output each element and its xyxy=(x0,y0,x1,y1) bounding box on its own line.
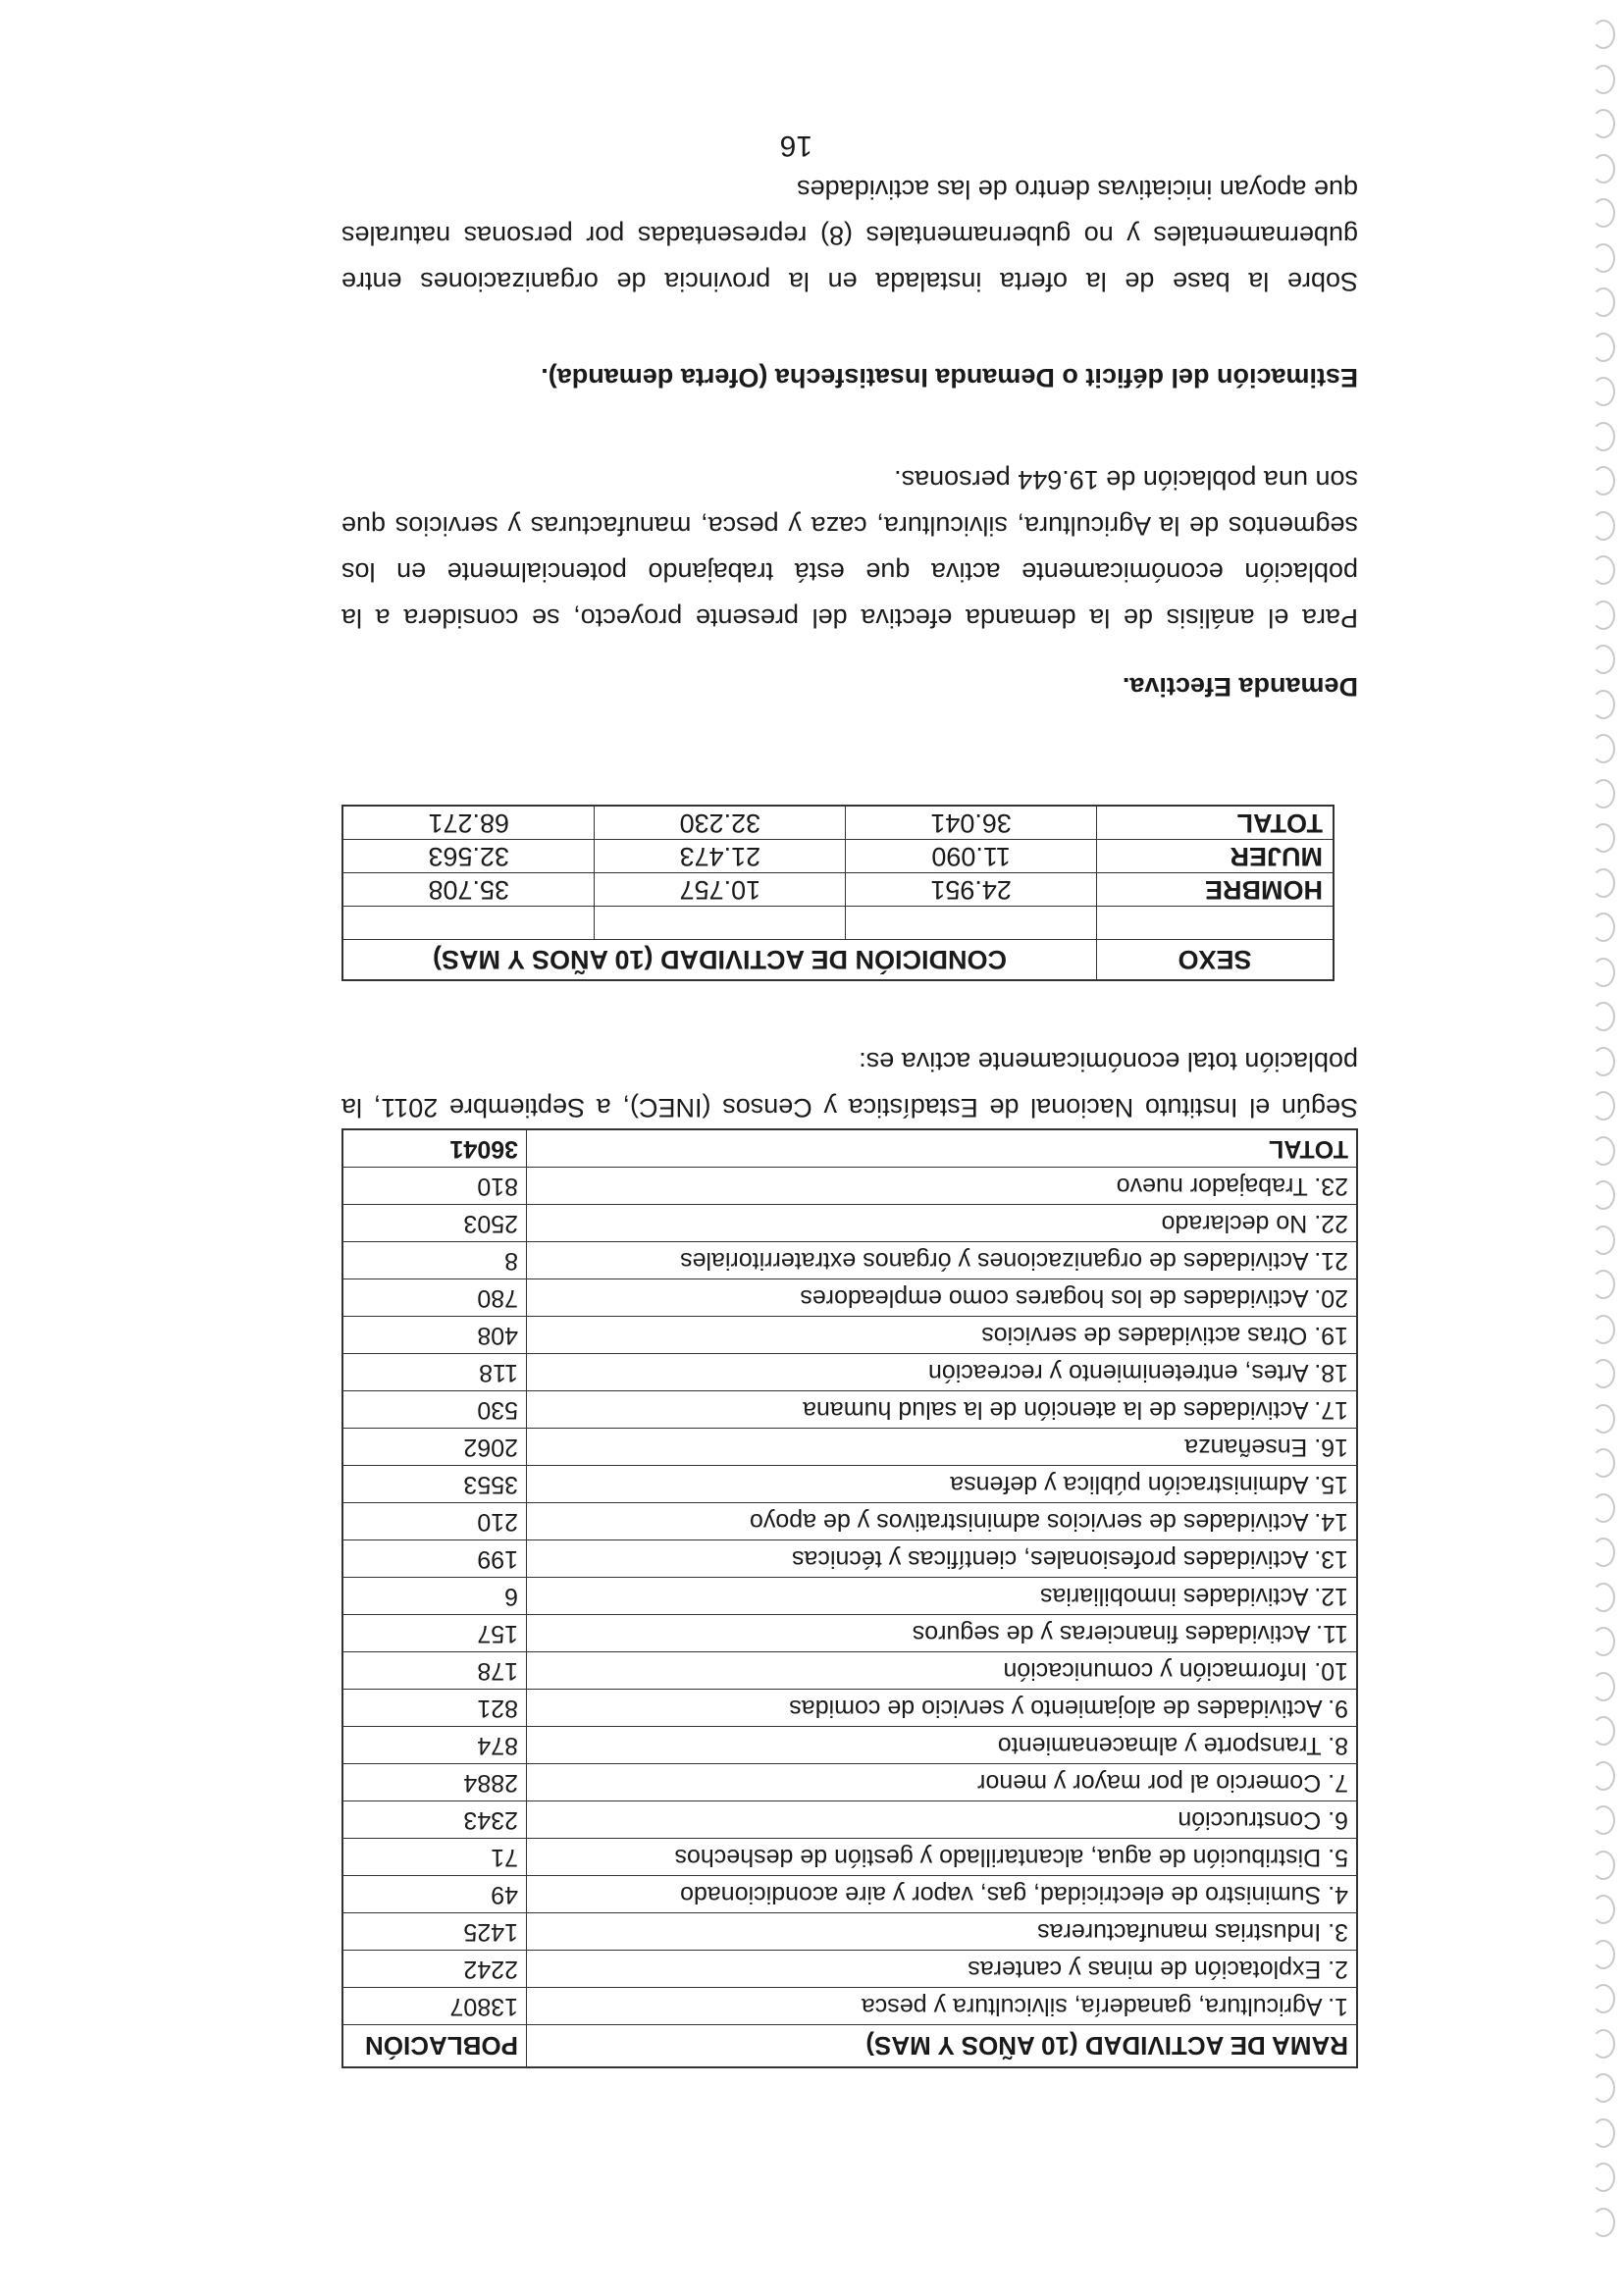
poblacion-cell: 530 xyxy=(342,1391,527,1429)
binding-ring xyxy=(1592,154,1615,183)
rama-cell: 7. Comercio al por mayor y menor xyxy=(527,1764,1358,1801)
table-row xyxy=(342,1913,1357,1951)
sexo-value-cell: 35.708 xyxy=(342,873,595,907)
binding-ring xyxy=(1592,333,1615,362)
total-row xyxy=(342,1129,1357,1168)
binding-ring xyxy=(1592,958,1615,987)
binding-ring xyxy=(1592,600,1615,630)
table-row xyxy=(342,873,1334,907)
demanda-efectiva-paragraph: Para el análisis de la demanda efectiva del presente proyecto, se considera a la población económicamente activa que está trabajando potencialmente en los segmentos de la Agricultura, silvicultura, caza y pesca, manufacturas y servicios que son una población de 19.644 personas. xyxy=(341,465,1358,633)
binding-ring xyxy=(1592,110,1615,139)
rama-cell: 13. Actividades profesionales, científicas y técnicas xyxy=(527,1540,1358,1578)
binding-ring xyxy=(1592,1271,1615,1300)
poblacion-cell: 199 xyxy=(342,1540,527,1578)
binding-ring xyxy=(1592,1628,1615,1657)
binding-ring xyxy=(1592,735,1615,764)
binding-ring xyxy=(1592,2164,1615,2193)
table-row xyxy=(342,1354,1357,1391)
table-row xyxy=(342,1205,1357,1242)
rama-cell: 22. No declarado xyxy=(527,1205,1358,1242)
table-header-row xyxy=(342,940,1334,981)
poblacion-cell: 13807 xyxy=(342,1988,527,2025)
poblacion-cell: 780 xyxy=(342,1279,527,1317)
rama-cell: 8. Transporte y almacenamiento xyxy=(527,1727,1358,1764)
rama-table-body xyxy=(342,1129,1357,2025)
table-row xyxy=(342,1690,1357,1727)
sexo-value-cell: 32.563 xyxy=(342,840,595,873)
binding-ring xyxy=(1592,646,1615,675)
binding-ring xyxy=(1592,2118,1615,2148)
binding-ring xyxy=(1592,1896,1615,1925)
table-row xyxy=(342,1652,1357,1690)
poblacion-cell: 1425 xyxy=(342,1913,527,1951)
poblacion-cell: 2242 xyxy=(342,1951,527,1988)
sexo-label-cell: MUJER xyxy=(1097,840,1335,873)
rama-cell: 16. Enseñanza xyxy=(527,1429,1358,1466)
poblacion-cell: 2343 xyxy=(342,1801,527,1839)
binding-ring xyxy=(1592,1806,1615,1836)
page-number: 16 xyxy=(779,130,812,162)
poblacion-cell: 821 xyxy=(342,1690,527,1727)
binding-ring xyxy=(1592,1092,1615,1122)
rama-cell: 5. Distribución de agua, alcantarillado y gestión de deshechos xyxy=(527,1839,1358,1876)
total-value: 36041 xyxy=(342,1129,527,1168)
rama-cell: 18. Artes, entretenimiento y recreación xyxy=(527,1354,1358,1391)
binding-ring xyxy=(1592,868,1615,898)
poblacion-cell: 49 xyxy=(342,1876,527,1913)
poblacion-cell: 71 xyxy=(342,1839,527,1876)
binding-ring xyxy=(1592,1360,1615,1389)
binding-ring xyxy=(1592,1583,1615,1612)
binding-ring xyxy=(1592,779,1615,809)
table-row xyxy=(342,1727,1357,1764)
binding-ring xyxy=(1592,21,1615,50)
poblacion-cell: 118 xyxy=(342,1354,527,1391)
rama-cell: 20. Actividades de los hogares como empleadores xyxy=(527,1279,1358,1317)
binding-ring xyxy=(1592,1449,1615,1479)
sexo-value-cell: 21.473 xyxy=(595,840,846,873)
table-row xyxy=(342,1168,1357,1205)
rama-cell: 2. Explotación de minas y canteras xyxy=(527,1951,1358,1988)
rama-cell: 15. Administración pública y defensa xyxy=(527,1466,1358,1503)
table-row xyxy=(342,1839,1357,1876)
poblacion-cell: 874 xyxy=(342,1727,527,1764)
deficit-paragraph: Sobre la base de la oferta instalada en la provincia de organizaciones entre gubernamentales y no gubernamentales (8) representadas por personas naturales que apoyan iniciativas dentro de las actividades xyxy=(341,175,1358,296)
sexo-value-cell: 10.757 xyxy=(595,873,846,907)
binding-ring xyxy=(1592,1136,1615,1166)
table-row xyxy=(342,1801,1357,1839)
table-row xyxy=(342,1615,1357,1652)
binding-ring xyxy=(1592,2208,1615,2237)
rama-cell: 6. Construcción xyxy=(527,1801,1358,1839)
poblacion-cell: 178 xyxy=(342,1652,527,1690)
binding-ring xyxy=(1592,1539,1615,1568)
binding-ring xyxy=(1592,467,1615,496)
sexo-table-body xyxy=(342,806,1334,907)
rama-cell: 23. Trabajador nuevo xyxy=(527,1168,1358,1205)
binding-ring xyxy=(1592,199,1615,229)
binding-ring xyxy=(1592,1047,1615,1076)
binding-ring xyxy=(1592,556,1615,586)
table-row xyxy=(342,806,1334,840)
deficit-heading: Estimación del déficit o Demanda Insatisfecha (Oferta demanda). xyxy=(541,363,1358,392)
header-rama: RAMA DE ACTIVIDAD (10 AÑOS Y MAS) xyxy=(527,2025,1358,2068)
rama-cell: 12. Actividades inmobiliarias xyxy=(527,1578,1358,1615)
binding-ring xyxy=(1592,1851,1615,1880)
rama-cell: 19. Otras actividades de servicios xyxy=(527,1317,1358,1354)
poblacion-cell: 8 xyxy=(342,1242,527,1279)
binding-ring xyxy=(1592,65,1615,94)
spiral-binding xyxy=(1582,20,1615,2237)
binding-ring xyxy=(1592,288,1615,318)
binding-ring xyxy=(1592,1985,1615,2014)
poblacion-cell: 810 xyxy=(342,1168,527,1205)
sexo-value-cell: 68.271 xyxy=(342,806,595,840)
binding-ring xyxy=(1592,243,1615,273)
poblacion-cell: 157 xyxy=(342,1615,527,1652)
sexo-label-cell: HOMBRE xyxy=(1097,873,1335,907)
table-header-row xyxy=(342,2025,1357,2068)
rama-cell: 11. Actividades financieras y de seguros xyxy=(527,1615,1358,1652)
binding-ring xyxy=(1592,1404,1615,1434)
poblacion-cell: 3553 xyxy=(342,1466,527,1503)
table-row xyxy=(342,840,1334,873)
binding-ring xyxy=(1592,1226,1615,1255)
rama-cell: 4. Suministro de electricidad, gas, vapor y aire acondicionado xyxy=(527,1876,1358,1913)
table-row xyxy=(342,1429,1357,1466)
demanda-efectiva-heading: Demanda Efectiva. xyxy=(1122,672,1358,702)
table-row xyxy=(342,1466,1357,1503)
poblacion-cell: 408 xyxy=(342,1317,527,1354)
header-sexo: SEXO xyxy=(1097,940,1335,981)
binding-ring xyxy=(1592,1940,1615,1969)
table-row xyxy=(342,1876,1357,1913)
table-row xyxy=(342,1951,1357,1988)
poblacion-cell: 2503 xyxy=(342,1205,527,1242)
binding-ring xyxy=(1592,913,1615,943)
sexo-value-cell: 24.951 xyxy=(846,873,1097,907)
binding-ring xyxy=(1592,1493,1615,1523)
binding-ring xyxy=(1592,511,1615,541)
header-poblacion: POBLACIÓN xyxy=(342,2025,527,2068)
binding-ring xyxy=(1592,824,1615,854)
poblacion-cell: 6 xyxy=(342,1578,527,1615)
binding-ring xyxy=(1592,1717,1615,1747)
poblacion-cell: 2062 xyxy=(342,1429,527,1466)
intro-paragraph: Según el Instituto Nacional de Estadística y Censos (INEC), a Septiembre 2011, la población total económicamente activa es: xyxy=(341,1047,1358,1122)
rama-actividad-table xyxy=(341,1128,1358,2068)
sexo-value-cell: 32.230 xyxy=(595,806,846,840)
binding-ring xyxy=(1592,1315,1615,1344)
binding-ring xyxy=(1592,1761,1615,1791)
sexo-condicion-table xyxy=(341,805,1335,981)
binding-ring xyxy=(1592,2074,1615,2104)
table-row xyxy=(342,1317,1357,1354)
rama-cell: 10. Información y comunicación xyxy=(527,1652,1358,1690)
rama-cell: 1. Agricultura, ganadería, silvicultura y pesca xyxy=(527,1988,1358,2025)
table-row xyxy=(342,1279,1357,1317)
table-row xyxy=(342,1391,1357,1429)
table-subheader-row xyxy=(342,907,1334,940)
binding-ring xyxy=(1592,422,1615,451)
binding-ring xyxy=(1592,1003,1615,1032)
poblacion-cell: 2884 xyxy=(342,1764,527,1801)
binding-ring xyxy=(1592,1672,1615,1701)
poblacion-cell: 210 xyxy=(342,1503,527,1540)
table-row xyxy=(342,1503,1357,1540)
rama-cell: 14. Actividades de servicios administrativos y de apoyo xyxy=(527,1503,1358,1540)
binding-ring xyxy=(1592,2029,1615,2059)
table-row xyxy=(342,1540,1357,1578)
binding-ring xyxy=(1592,378,1615,407)
table-row xyxy=(342,1764,1357,1801)
rama-cell: 9. Actividades de alojamiento y servicio de comidas xyxy=(527,1690,1358,1727)
rama-cell: 3. Industrias manufactureras xyxy=(527,1913,1358,1951)
header-condicion: CONDICIÓN DE ACTIVIDAD (10 AÑOS Y MAS) xyxy=(342,940,1097,981)
table-row xyxy=(342,1578,1357,1615)
binding-ring xyxy=(1592,1181,1615,1211)
sexo-value-cell: 36.041 xyxy=(846,806,1097,840)
sexo-value-cell: 11.090 xyxy=(846,840,1097,873)
table-row xyxy=(342,1242,1357,1279)
total-label: TOTAL xyxy=(527,1129,1358,1168)
table-row xyxy=(342,1988,1357,2025)
sexo-label-cell: TOTAL xyxy=(1097,806,1335,840)
rama-cell: 17. Actividades de la atención de la salud humana xyxy=(527,1391,1358,1429)
binding-ring xyxy=(1592,690,1615,719)
rama-cell: 21. Actividades de organizaciones y órganos extraterritoriales xyxy=(527,1242,1358,1279)
